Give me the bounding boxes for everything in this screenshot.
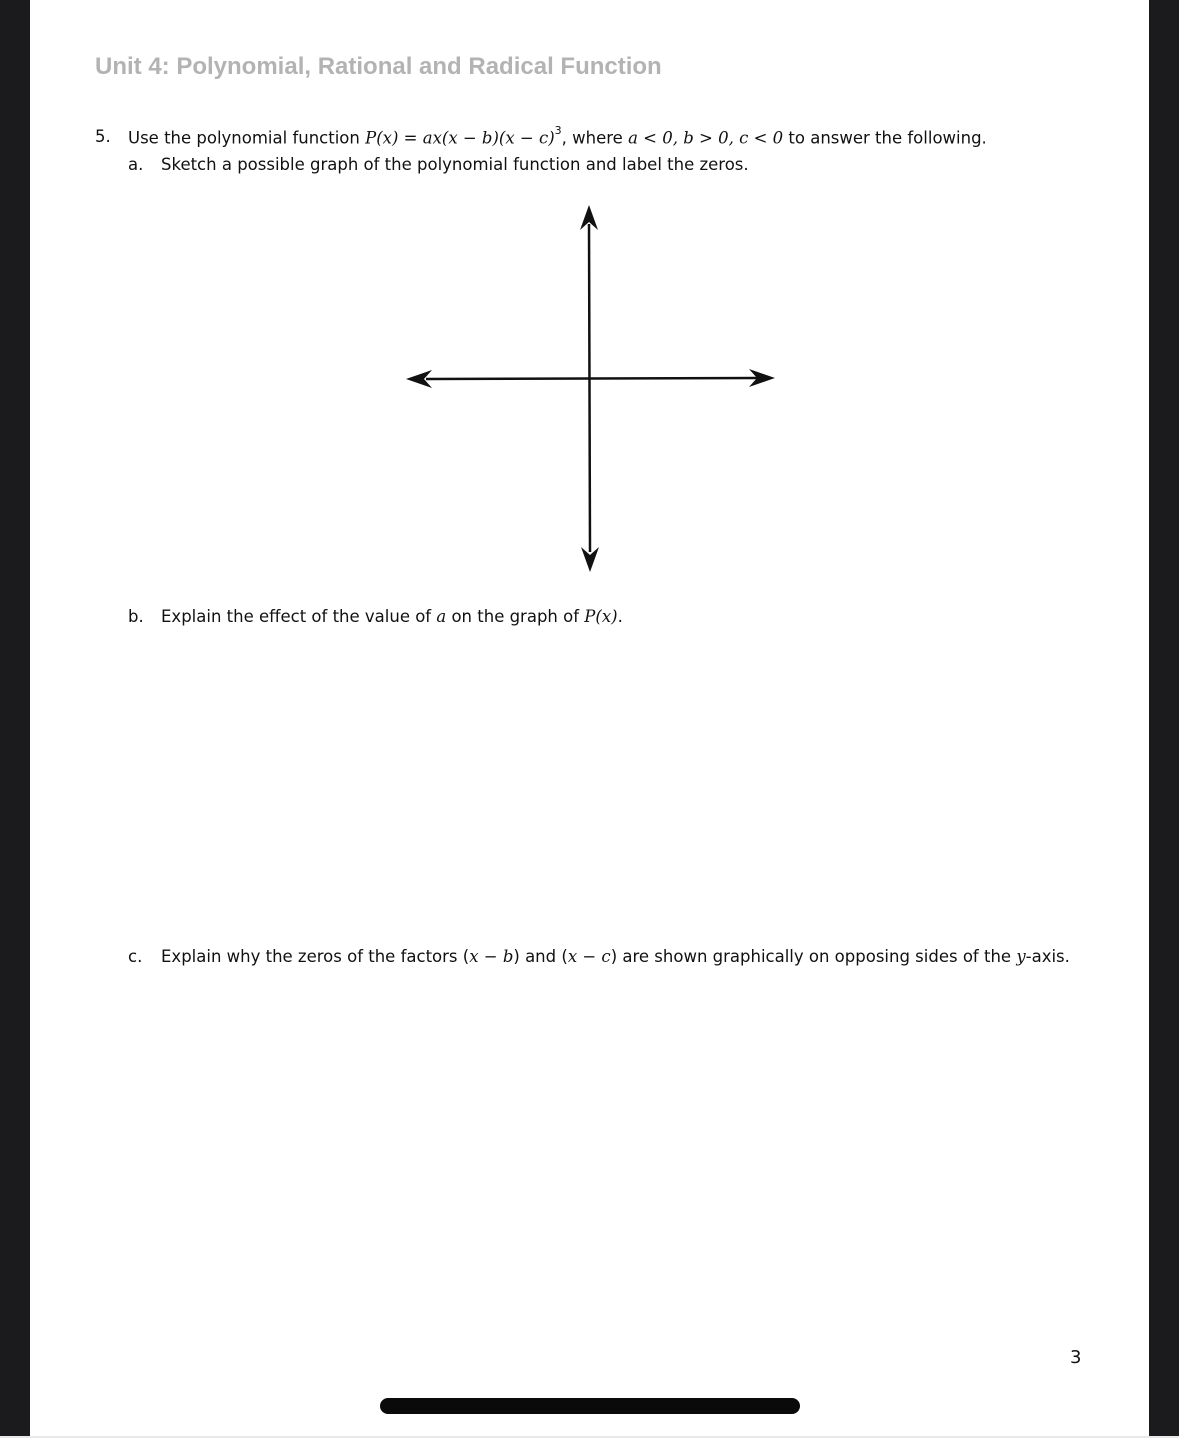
part-b-text-1: Explain the effect of the value of <box>161 607 437 626</box>
part-b-var: a <box>436 607 447 626</box>
part-b-func: P(x) <box>584 607 618 626</box>
part-b-text <box>161 607 623 626</box>
part-c-marker: c. <box>128 947 143 966</box>
conditions: a < 0, b > 0, c < 0 <box>628 128 784 148</box>
unit-title: Unit 4: Polynomial, Rational and Radical Function <box>95 53 662 80</box>
function-lhs: P(x) <box>365 128 399 148</box>
part-a-text: Sketch a possible graph of the polynomial function and label the zeros. <box>161 155 749 174</box>
part-c-factor-2: x − c <box>567 947 611 966</box>
part-b-text-3: . <box>617 607 623 626</box>
part-c-text-4: -axis. <box>1025 947 1070 966</box>
x-axis <box>426 378 760 379</box>
part-c-text <box>161 947 1070 966</box>
question-outro: to answer the following. <box>783 128 987 148</box>
equals-sign: = <box>398 128 423 148</box>
coordinate-axes[interactable] <box>400 200 780 580</box>
question-5-text <box>128 124 987 148</box>
part-c-text-3: ) are shown graphically on opposing sides of the <box>610 947 1017 966</box>
home-indicator[interactable] <box>380 1398 800 1414</box>
part-c-factor-1: x − b <box>469 947 514 966</box>
conditions-prefix: , where <box>561 128 629 148</box>
y-axis <box>589 224 590 552</box>
page-number: 3 <box>1070 1347 1082 1368</box>
question-number: 5. <box>95 127 111 146</box>
question-intro: Use the polynomial function <box>128 128 366 148</box>
part-c-axis-var: y <box>1016 947 1026 966</box>
part-c-text-1: Explain why the zeros of the factors ( <box>161 947 470 966</box>
function-rhs: ax(x − b)(x − c) <box>422 128 555 148</box>
exponent: 3 <box>554 124 562 137</box>
part-c-text-2: ) and ( <box>513 947 568 966</box>
part-a-marker: a. <box>128 155 144 174</box>
part-b-text-2: on the graph of <box>446 607 585 626</box>
part-b-marker: b. <box>128 607 144 626</box>
